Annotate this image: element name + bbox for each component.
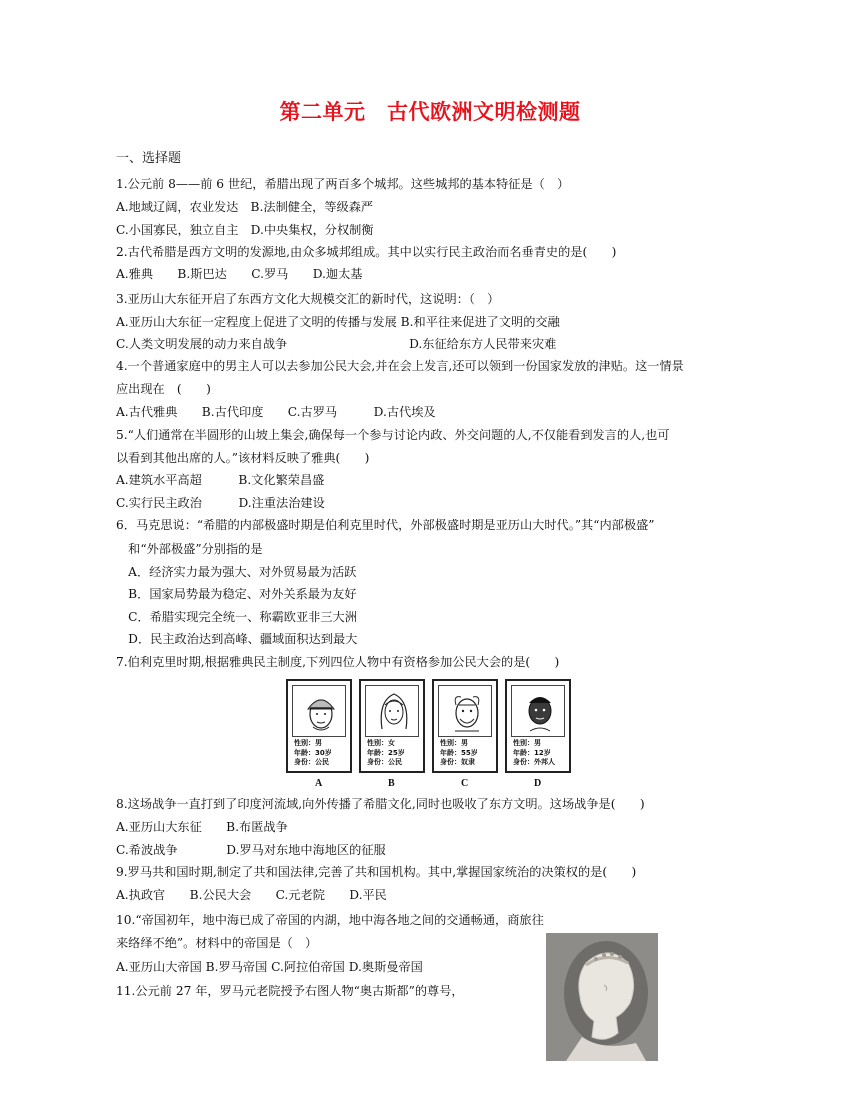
person-card-b [359, 679, 425, 773]
question-line: 5.“人们通常在半圆形的山坡上集会,确保每一个参与讨论内政、外交问题的人,不仅能看到发言的人,也可 [116, 428, 670, 442]
question-line: 11.公元前 27 年，罗马元老院授予右图人物“奥古斯都”的尊号， [116, 984, 464, 998]
question-line: 以看到其他出席的人。”该材料反映了雅典( ) [116, 451, 370, 465]
option-line: C．希腊实现完全统一、称霸欧亚非三大洲 [116, 610, 357, 624]
question-line: 10.“帝国初年，地中海已成了帝国的内湖，地中海各地之间的交通畅通，商旅往 [116, 913, 544, 927]
card-age: 年龄：55岁 [440, 748, 478, 757]
person-card-c [432, 679, 498, 773]
card-status: 身份：奴隶 [440, 758, 475, 766]
option-line: A.亚历山大东征一定程度上促进了文明的传播与发展 B.和平往来促进了文明的交融 [116, 315, 560, 329]
option-line: A.亚历山大帝国 B.罗马帝国 C.阿拉伯帝国 D.奥斯曼帝国 [116, 960, 423, 974]
person-card-a [286, 679, 352, 773]
question-line: 3.亚历山大东征开启了东西方文化大规模交汇的新时代，这说明：（ ） [116, 292, 500, 306]
option-line: C.小国寡民，独立自主 D.中央集权，分权制衡 [116, 223, 374, 237]
man-helmet-icon [301, 689, 341, 733]
boy-face-icon [520, 689, 560, 733]
question-line: 1.公元前 8——前 6 世纪，希腊出现了两百多个城邦。这些城邦的基本特征是（ ） [116, 177, 570, 191]
option-line: A．经济实力最为强大、对外贸易最为活跃 [116, 565, 357, 579]
card-gender: 性别：男 [513, 739, 541, 747]
question-line: 6．马克思说：“希腊的内部极盛时期是伯利克里时代，外部极盛时期是亚历山大时代。”其“内部极盛” [116, 518, 655, 532]
card-label: D [534, 778, 542, 789]
option-line: A.建筑水平高超 B.文化繁荣昌盛 [116, 473, 325, 487]
option-line: B．国家局势最为稳定、对外关系最为友好 [116, 587, 357, 601]
card-gender: 性别：女 [367, 739, 395, 747]
cameo-portrait-icon [546, 933, 658, 1061]
question-line: 来络绎不绝”。材料中的帝国是（ ） [116, 936, 318, 950]
question-line: 7.伯利克里时期,根据雅典民主制度,下列四位人物中有资格参加公民大会的是( ) [116, 655, 560, 669]
card-gender: 性别：男 [440, 739, 468, 747]
card-age: 年龄：25岁 [367, 748, 405, 757]
option-line: A.地域辽阔，农业发达 B.法制健全，等级森严 [116, 200, 374, 214]
question-line: 2.古代希腊是西方文明的发源地,由众多城邦组成。其中以实行民主政治而名垂青史的是( ) [116, 245, 617, 259]
card-label: B [388, 778, 395, 789]
option-line: A.古代雅典 B.古代印度 C.古罗马 D.古代埃及 [116, 405, 436, 419]
question-line: 4.一个普通家庭中的男主人可以去参加公民大会,并在会上发言,还可以领到一份国家发放的津贴。这一情景 [116, 359, 684, 373]
option-line: A.雅典 B.斯巴达 C.罗马 D.迦太基 [116, 267, 363, 281]
card-label: A [315, 778, 323, 789]
section-heading: 一、选择题 [116, 151, 182, 166]
augustus-cameo-image [546, 933, 658, 1061]
card-status: 身份：公民 [367, 758, 402, 766]
option-line: D．民主政治达到高峰、疆域面积达到最大 [116, 632, 358, 646]
option-line: A.亚历山大东征 B.布匿战争 [116, 820, 288, 834]
card-age: 年龄：12岁 [513, 748, 551, 757]
question-line: 应出现在 ( ) [116, 382, 211, 396]
option-line: A.执政官 B.公民大会 C.元老院 D.平民 [116, 888, 387, 902]
person-card-d [505, 679, 571, 773]
woman-face-icon [374, 689, 414, 733]
card-status: 身份：外邦人 [513, 758, 555, 766]
page-title: 第二单元 古代欧洲文明检测题 [279, 100, 581, 124]
option-line: C.人类文明发展的动力来自战争 D.东征给东方人民带来灾难 [116, 337, 557, 351]
question-line: 8.这场战争一直打到了印度河流域,向外传播了希腊文化,同时也吸收了东方文明。这场战争是( ) [116, 797, 645, 811]
card-status: 身份：公民 [294, 758, 329, 766]
question-line: 和“外部极盛”分别指的是 [116, 542, 263, 556]
card-gender: 性别：男 [294, 739, 322, 747]
old-man-icon [447, 689, 487, 733]
question-line: 9.罗马共和国时期,制定了共和国法律,完善了共和国机构。其中,掌握国家统治的决策权的是( ) [116, 865, 637, 879]
person-cards [286, 679, 572, 773]
option-line: C.实行民主政治 D.注重法治建设 [116, 496, 325, 510]
card-label: C [461, 778, 469, 789]
option-line: C.希波战争 D.罗马对东地中海地区的征服 [116, 843, 386, 857]
card-age: 年龄：30岁 [294, 748, 332, 757]
